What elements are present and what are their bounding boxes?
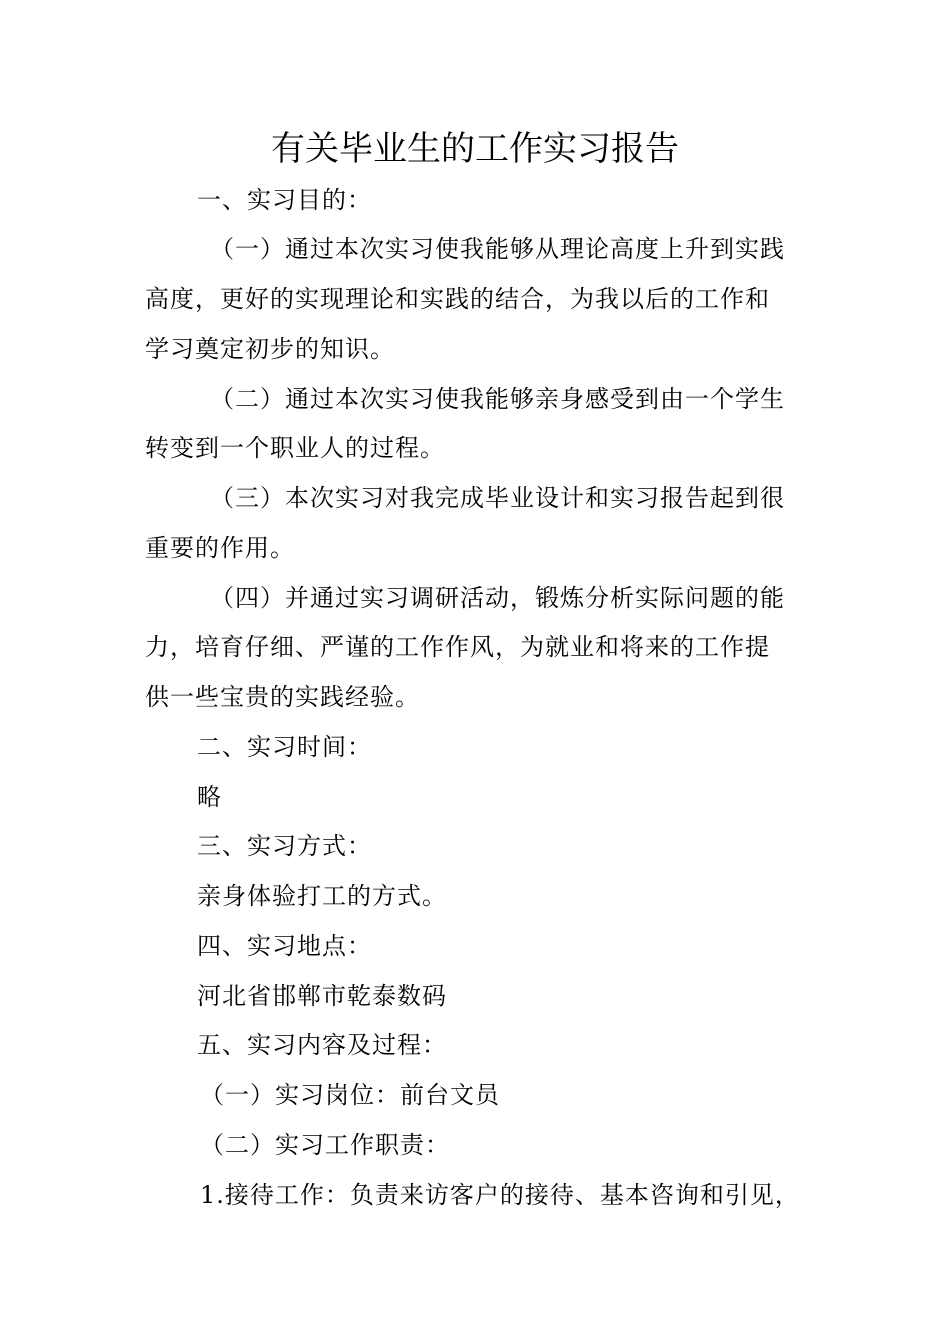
paragraph-line: （二）实习工作职责：	[200, 1131, 450, 1159]
section-heading-method: 三、实习方式：	[197, 832, 372, 860]
section-heading-purpose: 一、实习目的：	[197, 186, 372, 214]
paragraph-line: （一）实习岗位：前台文员	[200, 1081, 500, 1109]
paragraph-line: 学习奠定初步的知识。	[145, 335, 395, 363]
paragraph-line: 1.接待工作：负责来访客户的接待、基本咨询和引见，	[200, 1181, 800, 1209]
section-heading-content: 五、实习内容及过程：	[197, 1031, 447, 1059]
paragraph-line: 略	[197, 783, 222, 811]
paragraph-line: （四）并通过实习调研活动，锻炼分析实际问题的能	[210, 584, 785, 612]
paragraph-line: 河北省邯郸市乾泰数码	[197, 982, 447, 1010]
document-title: 有关毕业生的工作实习报告	[271, 129, 679, 169]
paragraph-line: （一）通过本次实习使我能够从理论高度上升到实践	[210, 235, 785, 263]
paragraph-line: （二）通过本次实习使我能够亲身感受到由一个学生	[210, 385, 785, 413]
paragraph-line: 转变到一个职业人的过程。	[145, 434, 445, 462]
section-heading-location: 四、实习地点：	[197, 932, 372, 960]
paragraph-line: 供一些宝贵的实践经验。	[145, 683, 420, 711]
paragraph-line: （三）本次实习对我完成毕业设计和实习报告起到很	[210, 484, 785, 512]
paragraph-line: 重要的作用。	[145, 534, 295, 562]
paragraph-line: 高度，更好的实现理论和实践的结合，为我以后的工作和	[145, 285, 770, 313]
paragraph-line: 亲身体验打工的方式。	[197, 882, 447, 910]
paragraph-line: 力，培育仔细、严谨的工作作风，为就业和将来的工作提	[145, 633, 770, 661]
section-heading-time: 二、实习时间：	[197, 733, 372, 761]
